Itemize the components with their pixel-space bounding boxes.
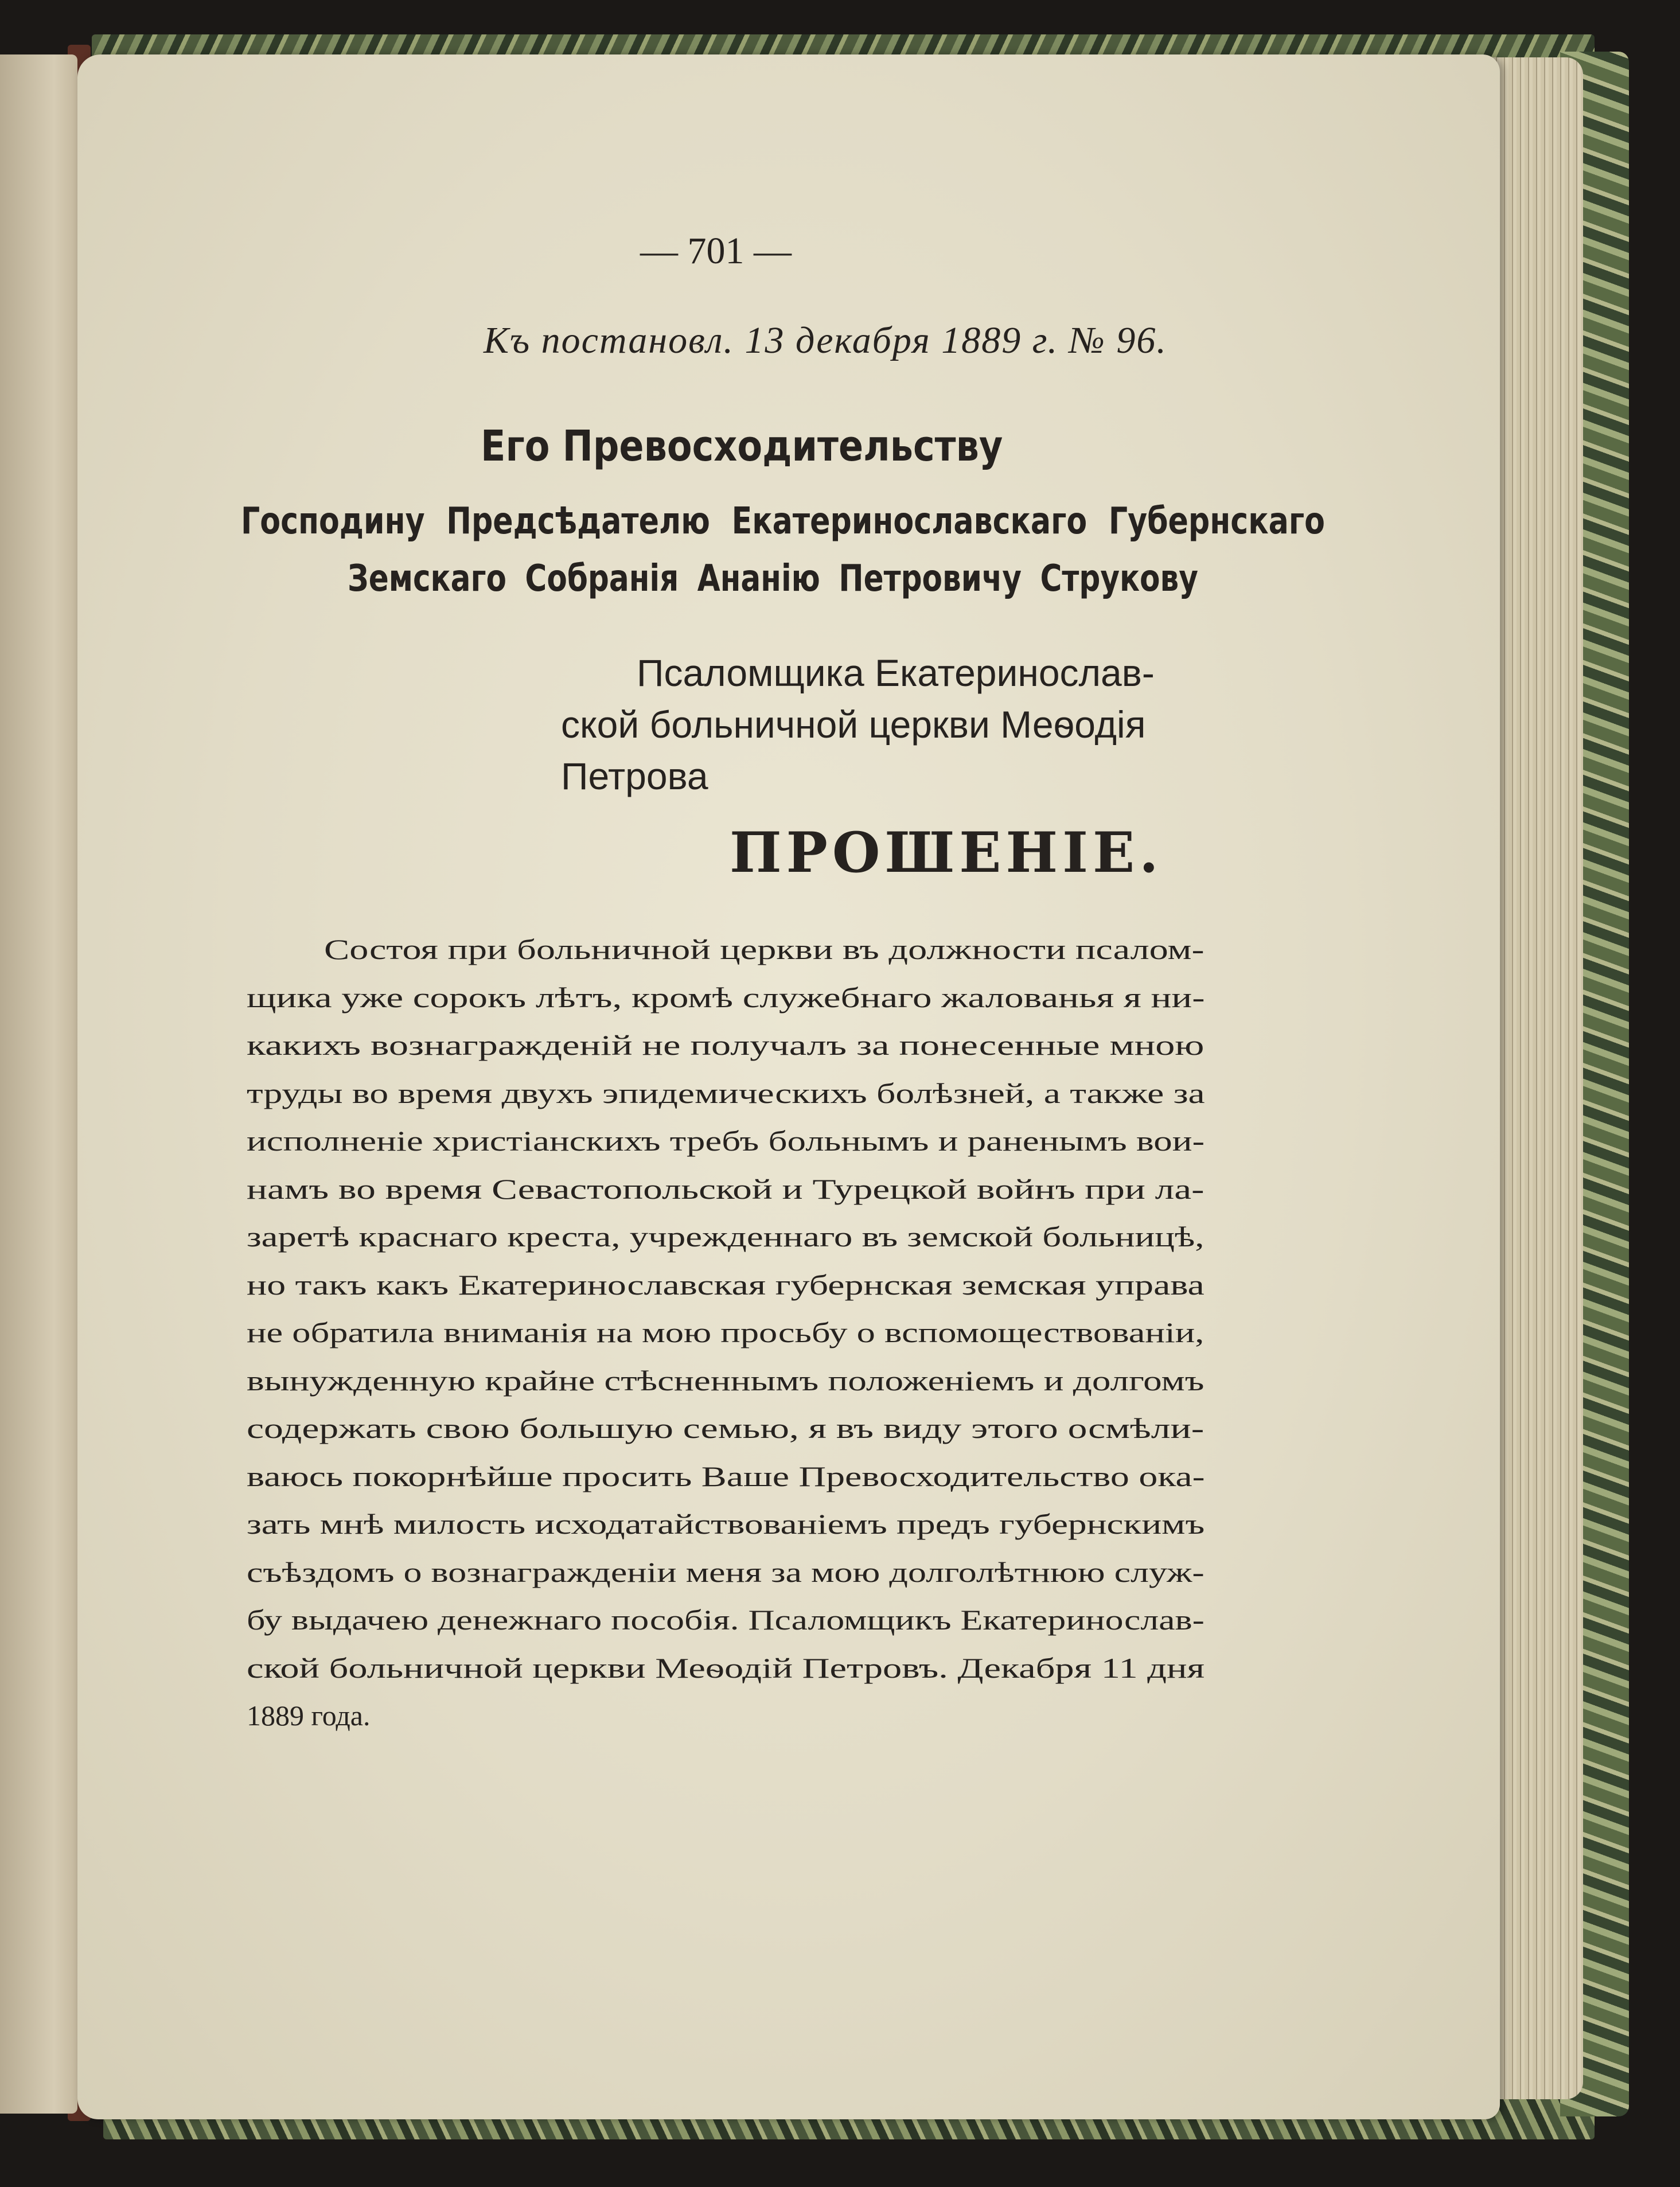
sender-line-1: Псаломщика Екатеринослав- [637,652,1155,694]
body-line: бу выдачею денежнаго пособія. Псаломщикъ Екатеринослав- [247,1604,1205,1636]
sender-line-2: ской больничной церкви Меѳодія [561,703,1146,746]
body-line: но такъ какъ Екатеринославская губернская земская управа [247,1268,1205,1301]
body-line: исполненіе христіанскихъ требъ больнымъ и раненымъ вои- [247,1125,1205,1157]
body-line: ской больничной церкви Меѳодій Петровъ. Декабря 11 дня [247,1651,1205,1684]
body-line: не обратила вниманія на мою просьбу о вспомоществованіи, [247,1316,1205,1348]
reference-line: Къ постановл. 13 декабря 1889 г. № 96. [484,319,1167,361]
body-line: содержать свою большую семью, я въ виду этого осмѣли- [247,1412,1205,1444]
body-line: зать мнѣ милость исходатайствованіемъ предъ губернскимъ [247,1508,1205,1540]
body-line: ваюсь покорнѣйше просить Ваше Превосходительство ока- [247,1460,1205,1492]
address-line-3: Земскаго Собранія Ананію Петровичу Струкову [348,558,1198,600]
body-line: какихъ вознагражденій не получалъ за понесенные мною [247,1029,1205,1061]
body-line: Состоя при больничной церкви въ должности псалом- [324,933,1205,965]
page-number: — 701 — [640,230,792,272]
document-title: ПРОШЕНІЕ. [730,820,1163,885]
body-line: заретѣ краснаго креста, учрежденнаго въ земской больницѣ, [247,1221,1205,1253]
sender-line-3: Петрова [561,755,708,797]
body-line: намъ во время Севастопольской и Турецкой войнъ при ла- [247,1172,1205,1205]
body-line: труды во время двухъ эпидемическихъ болѣзней, а также за [247,1077,1205,1109]
address-line-2: Господину Предсѣдателю Екатеринославскаго Губернскаго [241,500,1325,543]
address-line-1: Его Превосходительству [481,422,1003,471]
body-line: 1889 года. [247,1699,371,1732]
body-line: щика уже сорокъ лѣтъ, кромѣ служебнаго жалованья я ни- [247,981,1205,1013]
body-line: съѣздомъ о вознагражденіи меня за мою долголѣтнюю служ- [247,1556,1205,1588]
left-facing-page [0,54,77,2114]
body-line: вынужденную крайне стѣсненнымъ положеніемъ и долгомъ [247,1364,1205,1397]
